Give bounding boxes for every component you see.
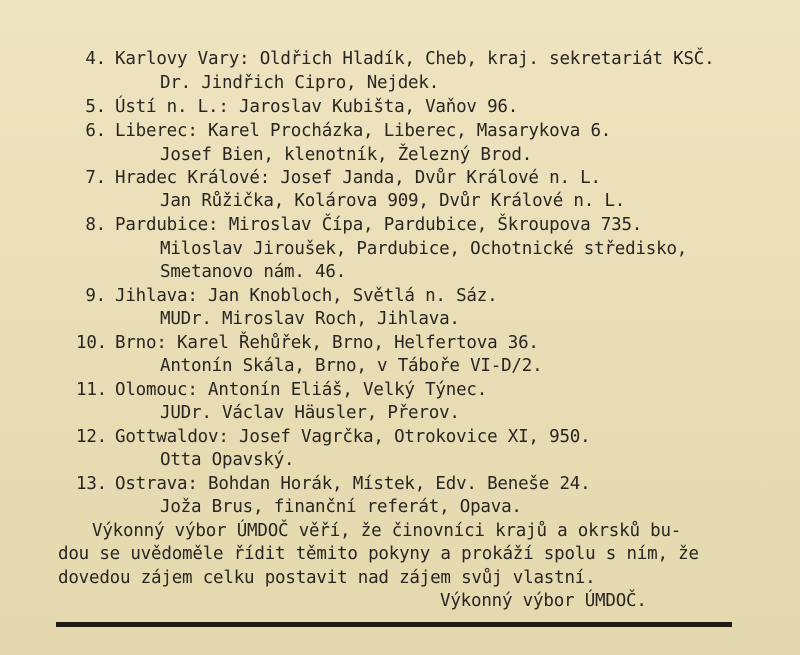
entry-number: 9. [85, 286, 106, 306]
entry-number: 6. [85, 121, 106, 141]
entry-line: Ostrava: Bohdan Horák, Místek, Edv. Beneše 24. [115, 474, 591, 494]
entry-number: 13. [76, 474, 108, 494]
entry-line: Josef Bien, klenotník, Železný Brod. [160, 145, 533, 165]
entry-line: JUDr. Václav Häusler, Přerov. [160, 403, 460, 423]
entry-line: Miloslav Jiroušek, Pardubice, Ochotnické středisko, [160, 239, 688, 259]
entry-number: 5. [85, 97, 106, 117]
entry-line: MUDr. Miroslav Roch, Jihlava. [160, 309, 460, 329]
entry-line: Smetanovo nám. 46. [160, 262, 347, 282]
entry-line: Gottwaldov: Josef Vagrčka, Otrokovice XI, 950. [115, 427, 591, 447]
entry-number: 8. [85, 215, 106, 235]
entry-number: 12. [76, 427, 108, 447]
entry-number: 4. [85, 49, 106, 69]
entry-line: Pardubice: Miroslav Čípa, Pardubice, Škroupova 735. [115, 215, 643, 235]
entry-line: Dr. Jindřich Cipro, Nejdek. [160, 73, 440, 93]
entry-line: Jihlava: Jan Knobloch, Světlá n. Sáz. [115, 286, 498, 306]
entry-line: Joža Brus, finanční referát, Opava. [160, 497, 522, 517]
entry-line: Olomouc: Antonín Eliáš, Velký Týnec. [115, 380, 488, 400]
entry-line: Antonín Skála, Brno, v Táboře VI-D/2. [160, 356, 543, 376]
closing-paragraph-line: dou se uvědoměle řídit těmito pokyny a prokáží spolu s ním, že [58, 544, 699, 564]
divider-rule [56, 622, 732, 627]
closing-paragraph-line: Výkonný výbor ÚMDOČ věří, že činovníci krajů a okrsků bu- [92, 521, 682, 541]
entry-line: Hradec Králové: Josef Janda, Dvůr Králové n. L. [115, 168, 601, 188]
entry-line: Liberec: Karel Procházka, Liberec, Masarykova 6. [115, 121, 612, 141]
entry-line: Otta Opavský. [160, 450, 295, 470]
entry-line: Ústí n. L.: Jaroslav Kubišta, Vaňov 96. [115, 97, 519, 117]
signature: Výkonný výbor ÚMDOČ. [440, 591, 647, 611]
closing-paragraph-line: dovedou zájem celku postavit nad zájem svůj vlastní. [58, 568, 596, 588]
entry-line: Jan Růžička, Kolárova 909, Dvůr Králové n. L. [160, 191, 626, 211]
entry-number: 11. [76, 380, 108, 400]
entry-line: Brno: Karel Řehůřek, Brno, Helfertova 36. [115, 333, 539, 353]
entry-number: 7. [85, 168, 106, 188]
entry-number: 10. [76, 333, 108, 353]
entry-line: Karlovy Vary: Oldřich Hladík, Cheb, kraj. sekretariát KSČ. [115, 49, 715, 69]
